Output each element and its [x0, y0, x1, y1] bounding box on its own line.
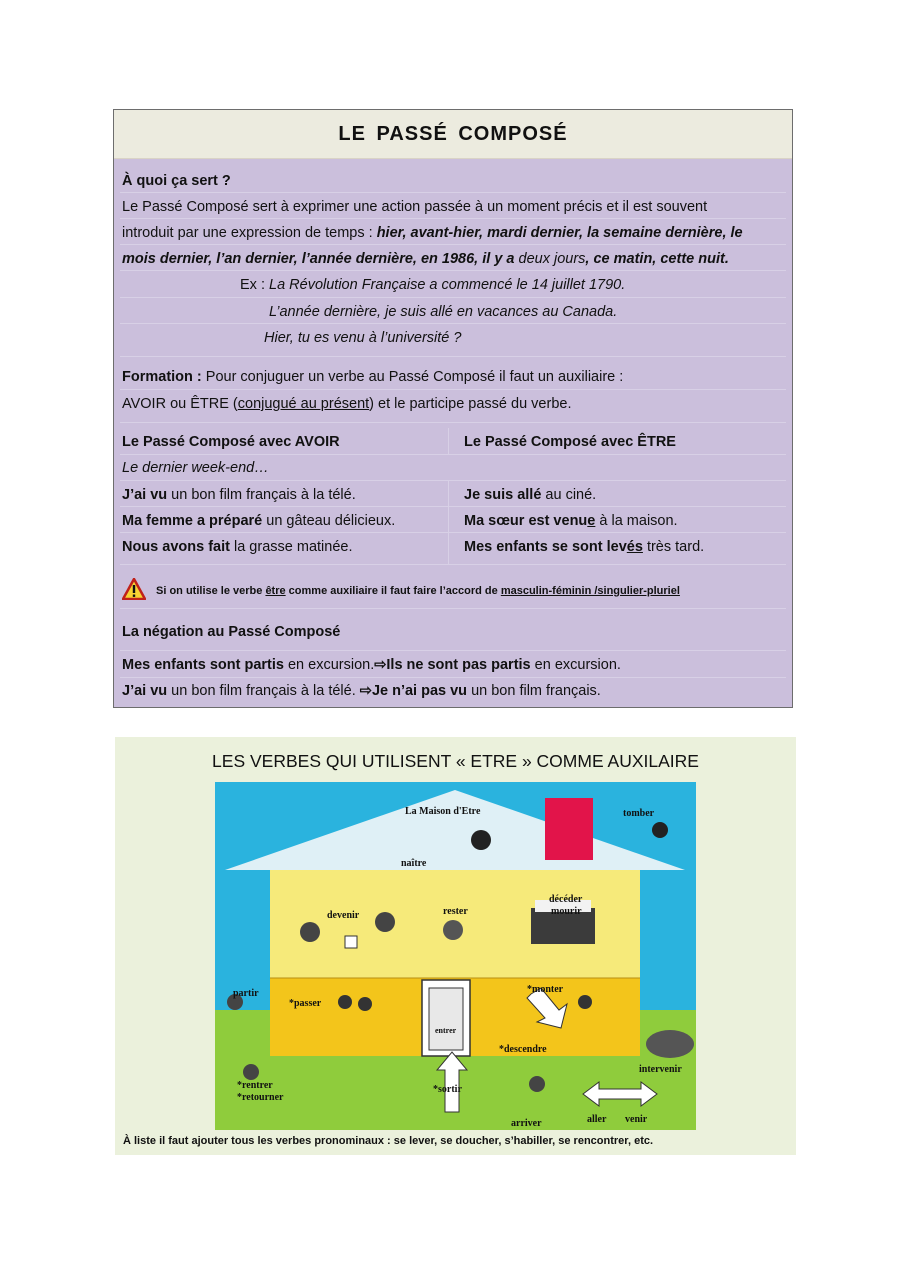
formation-line-1	[122, 368, 784, 386]
sentence-rest: un bon film français.	[467, 683, 601, 699]
weekend-label: Le dernier week-end…	[122, 460, 269, 476]
divider	[120, 480, 786, 481]
sentence-rest: à la maison.	[595, 513, 678, 529]
verb-devenir: devenir	[327, 910, 360, 921]
verb-descendre: *descendre	[499, 1044, 547, 1055]
example-text: La Révolution Française a commencé le 14 juillet 1790.	[269, 277, 626, 293]
sentence-rest: au ciné.	[541, 487, 597, 503]
warning-row	[122, 578, 680, 600]
divider	[120, 608, 786, 609]
example-3: Hier, tu es venu à l’université ?	[264, 330, 462, 346]
sentence-rest: la grasse matinée.	[229, 539, 353, 555]
avoir-row-2	[122, 512, 784, 530]
verb-monter: *monter	[527, 984, 564, 995]
example-1	[240, 276, 784, 294]
etre-verbs-box	[115, 737, 796, 1155]
usage-line-2	[122, 224, 784, 242]
verb-naitre: naître	[401, 858, 427, 869]
sentence-rest: un gâteau délicieux.	[262, 513, 396, 529]
avoir-row-1	[122, 486, 784, 504]
verb-form: Ma sœur est venu	[464, 513, 588, 529]
divider	[120, 422, 786, 423]
agreement-ending: és	[626, 539, 643, 555]
verb-arriver: arriver	[511, 1118, 542, 1129]
page-title: LE PASSÉ COMPOSÉ	[338, 122, 568, 145]
formation-text: ) et le participe passé du verbe.	[369, 396, 572, 412]
time-expressions: hier, avant-hier, mardi dernier, la semaine dernière, le	[376, 225, 743, 241]
negated-verb: Je n’ai pas vu	[371, 683, 468, 699]
title-row	[114, 110, 792, 159]
house-title: La Maison d'Etre	[405, 806, 481, 817]
warning-part: comme auxiliaire il faut faire l’accord de	[285, 585, 501, 597]
warning-text	[156, 585, 680, 597]
verb-venir: venir	[625, 1114, 648, 1125]
etre-heading: Le Passé Composé avec ÊTRE	[464, 434, 676, 450]
verb-deceder: décéder	[549, 894, 583, 905]
negation-line-1	[122, 656, 784, 674]
etre-row-1	[464, 486, 596, 504]
etre-verbs-title: LES VERBES QUI UTILISENT « ETRE » COMME AUXILAIRE	[212, 751, 699, 771]
divider	[120, 506, 786, 507]
divider	[120, 356, 786, 357]
verb-form: Mes enfants sont partis	[122, 657, 284, 673]
verb-rentrer: *rentrer	[237, 1080, 273, 1091]
time-expressions: , ce matin, cette nuit.	[585, 251, 729, 267]
usage-text: introduit par une expression de temps :	[122, 225, 377, 241]
divider	[120, 650, 786, 651]
divider	[120, 297, 786, 298]
warning-underlined: masculin-féminin /singulier-pluriel	[500, 585, 680, 597]
etre-row-3	[464, 538, 704, 556]
divider	[120, 454, 786, 455]
verb-form: Nous avons fait	[122, 539, 230, 555]
verb-form: Mes enfants se sont lev	[464, 539, 627, 555]
ex-prefix: Ex :	[240, 277, 270, 293]
verb-tomber: tomber	[623, 808, 655, 819]
usage-line-3	[122, 250, 784, 268]
verb-partir: partir	[233, 988, 259, 999]
example-2: L’année dernière, je suis allé en vacances au Canada.	[269, 304, 618, 320]
arrow-right-icon: ⇨	[374, 657, 387, 673]
usage-heading: À quoi ça sert ?	[122, 173, 231, 189]
etre-row-2	[464, 512, 678, 530]
usage-line-1: Le Passé Composé sert à exprimer une action passée à un moment précis et il est souvent	[122, 199, 708, 215]
formation-underlined: conjugué au présent	[237, 396, 370, 412]
verb-form: Je suis allé	[464, 487, 542, 503]
divider	[120, 244, 786, 245]
agreement-ending: e	[587, 513, 596, 529]
warning-icon	[122, 578, 146, 600]
divider	[120, 532, 786, 533]
divider	[120, 389, 786, 390]
time-expressions: mois dernier, l’an dernier, l’année dernière, en 1986, il y a	[122, 251, 519, 267]
verb-form: Ma femme a préparé	[122, 513, 263, 529]
sentence-rest: un bon film français à la télé.	[167, 683, 360, 699]
verb-retourner: *retourner	[237, 1092, 284, 1103]
warning-underlined: être	[265, 585, 286, 597]
warning-part: Si on utilise le verbe	[156, 585, 266, 597]
verb-form: J’ai vu	[122, 487, 168, 503]
negation-line-2	[122, 682, 784, 700]
house-drawing	[215, 782, 696, 1130]
sentence-rest: un bon film français à la télé.	[167, 487, 356, 503]
negated-verb: Ils ne sont pas partis	[386, 657, 531, 673]
verb-aller: aller	[587, 1114, 607, 1125]
formation-text: AVOIR ou ÊTRE (	[122, 396, 238, 412]
pronominal-footnote: À liste il faut ajouter tous les verbes pronominaux : se lever, se doucher, s’habiller, se rencontrer, etc.	[123, 1135, 654, 1147]
time-expression-plain: deux jours	[518, 251, 586, 267]
divider	[120, 192, 786, 193]
verb-form: J’ai vu	[122, 683, 168, 699]
sentence-rest: en excursion.	[283, 657, 375, 673]
sentence-rest: en excursion.	[530, 657, 621, 673]
divider	[120, 323, 786, 324]
verb-intervenir: intervenir	[639, 1064, 682, 1075]
passe-compose-box	[113, 109, 793, 708]
divider	[120, 270, 786, 271]
maison-d-etre-illustration	[215, 782, 696, 1130]
divider	[120, 677, 786, 678]
divider	[120, 564, 786, 565]
arrow-right-icon: ⇨	[359, 683, 372, 699]
verb-passer: *passer	[289, 998, 322, 1009]
avoir-heading: Le Passé Composé avec AVOIR	[122, 434, 340, 450]
verb-mourir: mourir	[551, 906, 582, 917]
divider	[120, 218, 786, 219]
verb-entrer: entrer	[435, 1026, 457, 1035]
formation-label: Formation :	[122, 369, 202, 385]
sentence-rest: très tard.	[642, 539, 705, 555]
formation-line-2	[122, 395, 784, 413]
formation-text: Pour conjuguer un verbe au Passé Composé il faut un auxiliaire :	[201, 369, 624, 385]
verb-sortir: *sortir	[433, 1084, 462, 1095]
verb-rester: rester	[443, 906, 468, 917]
negation-heading: La négation au Passé Composé	[122, 624, 341, 640]
